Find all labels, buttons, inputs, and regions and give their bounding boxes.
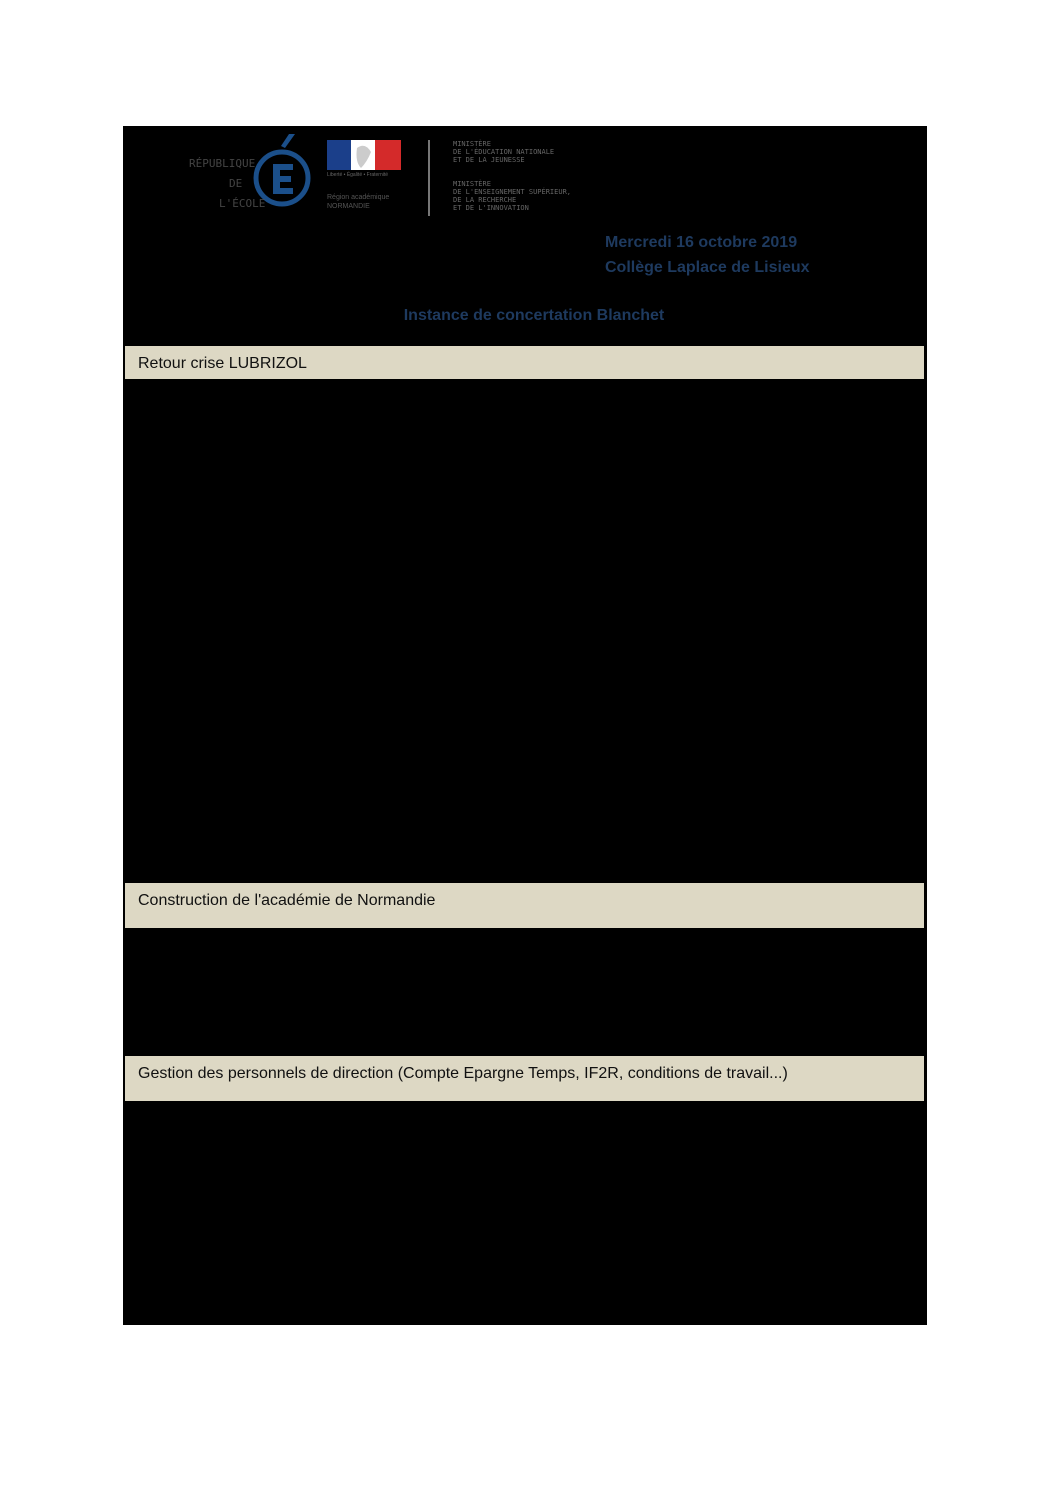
- region-caption-line: NORMANDIE: [327, 203, 370, 210]
- ecole-text-3: L'ÉCOLE: [219, 197, 266, 210]
- region-caption: [327, 193, 417, 211]
- meeting-date: Mercredi 16 octobre 2019: [605, 234, 798, 251]
- meeting-location: Collège Laplace de Lisieux: [605, 259, 810, 276]
- ministry-line: ET DE L'INNOVATION: [453, 204, 529, 212]
- ecole-text-1: RÉPUBLIQUE: [189, 157, 256, 170]
- ministry-block-1: [453, 140, 623, 164]
- ministry-line: ET DE LA JEUNESSE: [453, 156, 525, 164]
- ministry-line: DE L'ÉDUCATION NATIONALE: [453, 148, 555, 156]
- ministry-line: DE LA RECHERCHE: [453, 196, 517, 204]
- region-caption-line: Région académique: [327, 194, 390, 201]
- ecole-text-2: DE: [229, 177, 243, 190]
- ministry-line: DE L'ENSEIGNEMENT SUPÉRIEUR,: [453, 188, 572, 196]
- marianne-logo-icon: [327, 140, 401, 170]
- header-logos: [185, 126, 605, 226]
- document-title: Instance de concertation Blanchet: [403, 307, 665, 324]
- marianne-caption: Liberté • Égalité • Fraternité: [327, 172, 389, 178]
- section-heading-personnels: Gestion des personnels de direction (Compte Epargne Temps, IF2R, conditions de travail...): [125, 1056, 924, 1101]
- ministry-line: MINISTÈRE: [453, 180, 491, 188]
- document-block: [123, 126, 927, 1325]
- ministry-line: MINISTÈRE: [453, 140, 491, 148]
- section-heading-academie: Construction de l'académie de Normandie: [125, 883, 924, 928]
- header-divider: [428, 140, 430, 216]
- ministry-block-2: [453, 180, 623, 212]
- section-heading-lubrizol: Retour crise LUBRIZOL: [125, 346, 924, 379]
